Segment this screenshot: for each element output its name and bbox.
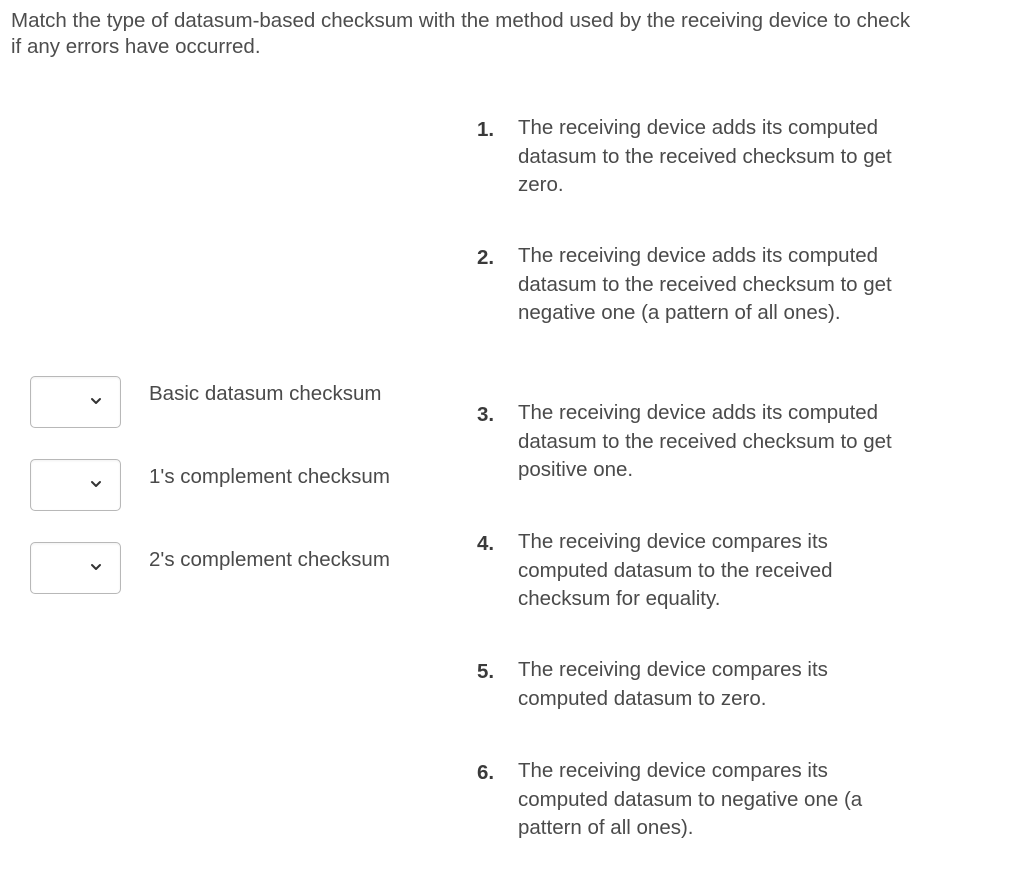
option-number: 5. [477, 660, 495, 683]
option-number: 1. [477, 118, 495, 141]
option-text: The receiving device compares its computed datasum to zero. [518, 658, 828, 710]
option-number: 6. [477, 761, 495, 784]
match-select-twos-complement[interactable] [30, 542, 121, 594]
option-number: 3. [477, 403, 495, 426]
option-number: 2. [477, 246, 495, 269]
option-text: The receiving device adds its computed datasum to the received checksum to get positive one. [518, 401, 892, 481]
match-label-twos-complement: 2's complement checksum [149, 548, 390, 571]
match-row-ones-complement [30, 459, 450, 511]
question-prompt: Match the type of datasum-based checksum with the method used by the receiving device to check if any errors have occurred. [11, 9, 911, 58]
option-text: The receiving device adds its computed datasum to the received checksum to get negative one (a pattern of all ones). [518, 244, 892, 324]
match-select-ones-complement[interactable] [30, 459, 121, 511]
option-number: 4. [477, 532, 495, 555]
match-select-basic[interactable] [30, 376, 121, 428]
match-row-twos-complement [30, 542, 450, 594]
chevron-down-icon [90, 478, 102, 490]
option-text: The receiving device adds its computed datasum to the received checksum to get zero. [518, 116, 892, 196]
chevron-down-icon [90, 395, 102, 407]
option-text: The receiving device compares its computed datasum to the received checksum for equality. [518, 530, 833, 610]
match-label-basic: Basic datasum checksum [149, 382, 382, 405]
chevron-down-icon [90, 561, 102, 573]
match-row-basic [30, 376, 450, 428]
option-text: The receiving device compares its computed datasum to negative one (a pattern of all ones). [518, 759, 863, 839]
match-label-ones-complement: 1's complement checksum [149, 465, 390, 488]
